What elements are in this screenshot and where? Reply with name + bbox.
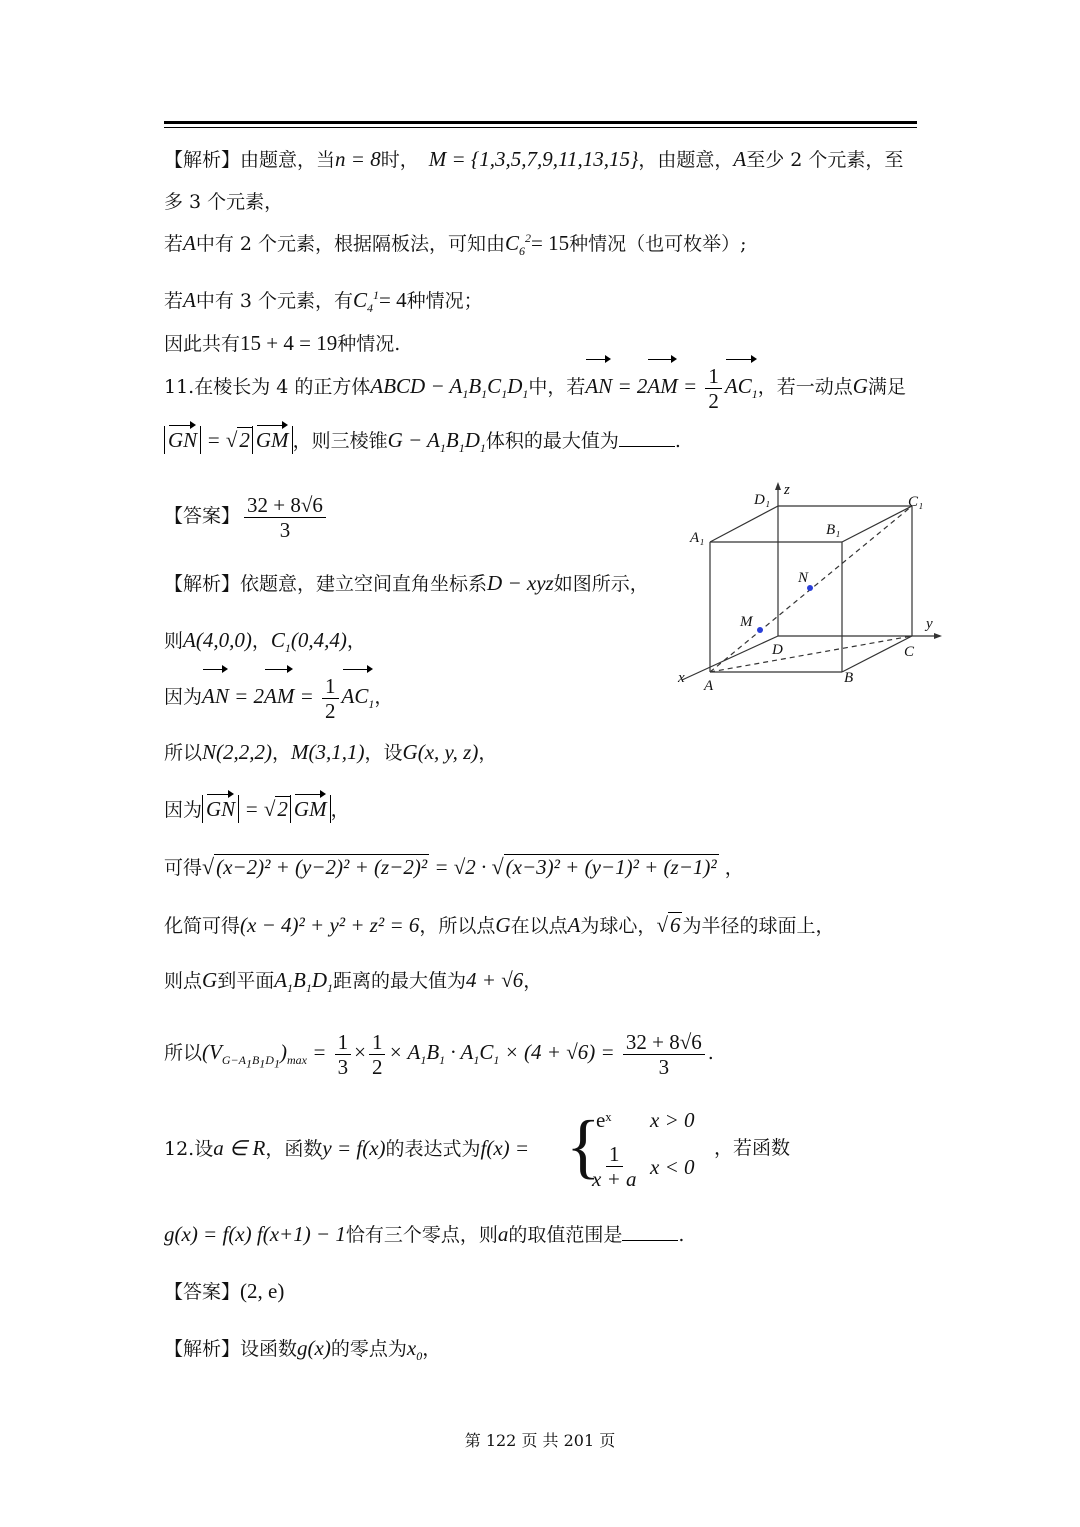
label-d1: D₁ <box>754 492 771 508</box>
label-y: y <box>926 616 933 632</box>
label-b: B <box>844 670 854 686</box>
sol11-line9: 所以$(V_{G-A_1B_1D_1})_{max}$ = $\frac{1}{3}$ × $\frac{1}{2}$ × $A_1B_1 \cdot A_1C_1 \times (4 + √6)$ = $\frac{32 + 8√6}{3}$ . <box>164 1029 714 1079</box>
case2-cond: x < 0 <box>650 1155 695 1179</box>
case2-expr: $\frac{1}{x + a}$ <box>592 1142 637 1191</box>
q11-answer: 【答案】 $\frac{32 + 8√6}{3}$ <box>164 490 329 542</box>
point-m <box>757 627 763 633</box>
sol11-line5: 因为 GN = √2 GM ， <box>164 797 350 821</box>
page-footer: 第 122 页 共 201 页 <box>464 1431 616 1450</box>
sol11-line3: 因为AN = 2AM = $\frac{1}{2}$ $AC_1$， <box>164 673 394 723</box>
s1-line5: 因此共有15 + 4 = 19种情况. <box>164 331 401 355</box>
sol11-line7: 化简可得(x − 4)² + y² + z² = 6，所以点G在以点A为球心，√6 为半径的球面上， <box>164 913 835 937</box>
q12-line2: g(x) = f(x) f(x+1) − 1恰有三个零点，则a的取值范围是 . <box>164 1222 685 1246</box>
s1-line4: 若A中有 3 个元素，有$C_4^1= 4$种情况； <box>164 288 483 316</box>
label-c: C <box>904 644 915 660</box>
label-n: N <box>798 570 809 586</box>
cube-figure <box>676 478 946 700</box>
s1-line1: 【解析】由题意，当n = 8时， M = {1,3,5,7,9,11,13,15}，由题意，A至少 2 个元素，至 <box>164 147 904 171</box>
sol11-line6: 可得√(x−2)² + (y−2)² + (z−2)² = √2 · √(x−3)² + (y−1)² + (z−1)² ， <box>164 854 744 879</box>
label-d: D <box>772 642 783 658</box>
header-rule-thick <box>164 121 917 124</box>
case1-cond: x > 0 <box>650 1108 695 1132</box>
sol11-line4: 所以N(2,2,2)，M(3,1,1)，设G(x, y, z)， <box>164 740 498 764</box>
label-z: z <box>784 482 790 498</box>
analysis-tag: 【解析】 <box>164 149 241 171</box>
sol11-line2: 则A(4,0,0)，$C_1(0,4,4)$， <box>164 628 366 656</box>
sol11-line1: 【解析】依题意，建立空间直角坐标系D − xyz如图所示， <box>164 571 649 595</box>
answer-blank-12 <box>622 1222 678 1241</box>
q11-line1: 11.在棱长为 4 的正方体ABCD − $A_1B_1C_1D_1$中，若AN = 2AM = $\frac{1}{2}$ $AC_1$，若一动点G满足 <box>164 363 906 413</box>
label-x: x <box>678 670 685 686</box>
q12-solution: 【解析】设函数g(x)的零点为$x_0$， <box>164 1336 442 1364</box>
set-m: M = {1,3,5,7,9,11,13,15} <box>428 147 639 171</box>
piecewise-brace: { <box>566 1106 601 1186</box>
header-rule-thin <box>164 127 917 128</box>
case1-expr: eˣ <box>596 1108 612 1132</box>
q12-line1-tail: ，若函数 <box>714 1137 791 1159</box>
label-m: M <box>740 614 753 630</box>
sol11-line8: 则点G到平面$A_1B_1D_1$距离的最大值为4 + √6， <box>164 968 543 996</box>
label-c1: C₁ <box>908 494 924 510</box>
label-b1: B₁ <box>826 522 841 538</box>
q12-answer: 【答案】(2, e) <box>164 1279 285 1303</box>
answer-blank <box>619 428 675 447</box>
q12-line1: 12.设a ∈ R，函数y = f(x)的表达式为f(x) = <box>164 1136 530 1160</box>
label-a1: A₁ <box>690 530 705 546</box>
label-a: A <box>704 678 714 694</box>
q11-line2: GN = √2 GM ，则三棱锥$G - A_1B_1D_1$体积的最大值为 . <box>164 428 681 453</box>
s1-line2: 多 3 个元素， <box>164 191 284 213</box>
s1-line3: 若A中有 2 个元素，根据隔板法，可知由$C_6^2= 15$种情况（也可枚举）; <box>164 231 747 259</box>
